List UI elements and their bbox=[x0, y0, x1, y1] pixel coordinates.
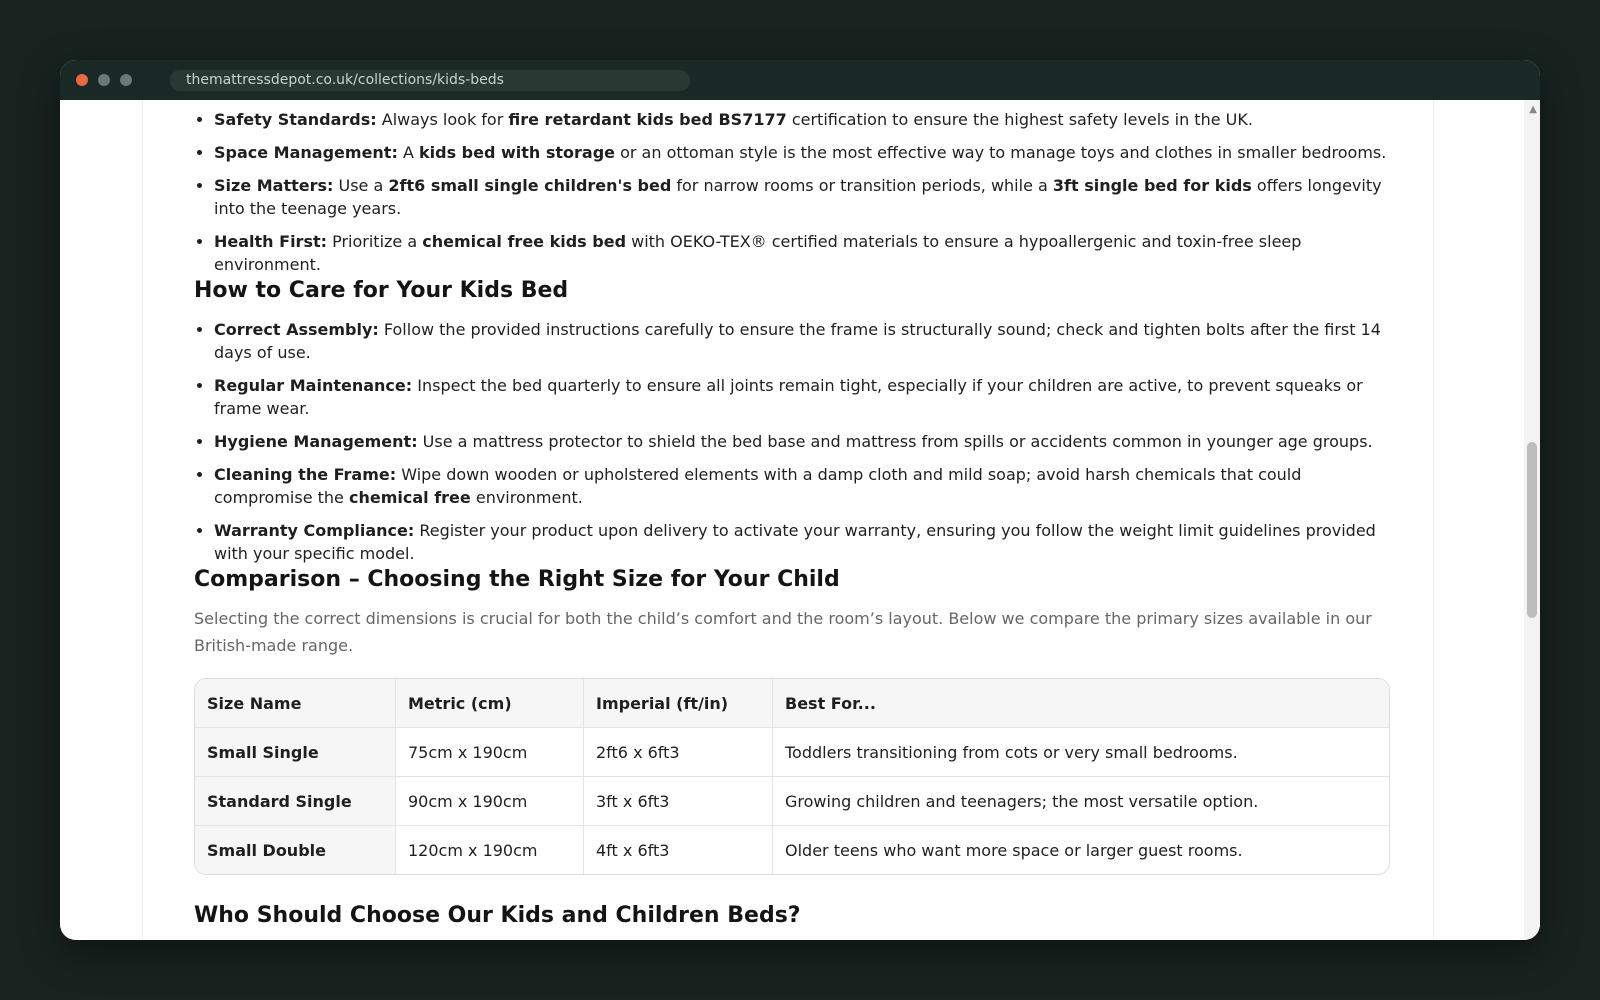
text-run: certification to ensure the highest safety levels in the UK. bbox=[786, 110, 1253, 129]
column-header: Size Name bbox=[195, 679, 396, 728]
bold-text: fire retardant kids bed BS7177 bbox=[508, 110, 787, 129]
bold-text: Space Management: bbox=[214, 143, 398, 162]
bold-text: 3ft single bed for kids bbox=[1052, 176, 1252, 195]
text-run: Register your product upon delivery to activate your warranty, ensuring you follow the weight limit guidelines provided with your specific model. bbox=[214, 521, 1376, 563]
table-cell: Standard Single bbox=[195, 777, 396, 826]
bold-text: Regular Maintenance: bbox=[214, 376, 413, 395]
table-cell: 120cm x 190cm bbox=[396, 826, 584, 875]
table-cell: 3ft x 6ft3 bbox=[584, 777, 773, 826]
text-run: Wipe down wooden or upholstered elements with a damp cloth and mild soap; avoid harsh chemicals that could compromise the bbox=[214, 465, 1302, 507]
bold-text: 2ft6 small single children's bed bbox=[388, 176, 672, 195]
table-cell: Small Single bbox=[195, 728, 396, 777]
text-run: Use a bbox=[333, 176, 389, 195]
list-item bbox=[214, 174, 1394, 220]
table-row bbox=[195, 728, 1389, 777]
table-cell: Small Double bbox=[195, 826, 396, 875]
table-cell: 4ft x 6ft3 bbox=[584, 826, 773, 875]
list-item bbox=[214, 230, 1394, 276]
care-list bbox=[194, 318, 1394, 575]
buying-tips-list bbox=[194, 108, 1394, 286]
list-item bbox=[214, 108, 1394, 131]
text-run: Follow the provided instructions carefully to ensure the frame is structurally sound; check and tighten bolts after the first 14 days of use. bbox=[214, 320, 1381, 362]
bold-text: Correct Assembly: bbox=[214, 320, 379, 339]
bold-text: chemical free kids bed bbox=[422, 232, 627, 251]
scroll-up-arrow-icon[interactable]: ▲ bbox=[1529, 104, 1537, 115]
table-row bbox=[195, 777, 1389, 826]
table-row bbox=[195, 826, 1389, 875]
text-run: Prioritize a bbox=[327, 232, 423, 251]
text-run: with OEKO-TEX® certified materials to ensure a hypoallergenic and toxin-free sleep environment. bbox=[214, 232, 1302, 274]
minimize-window-button[interactable] bbox=[98, 74, 110, 86]
page-viewport bbox=[60, 100, 1540, 940]
bold-text: Safety Standards: bbox=[214, 110, 377, 129]
table-cell: 75cm x 190cm bbox=[396, 728, 584, 777]
close-window-button[interactable] bbox=[76, 74, 88, 86]
bold-text: Health First: bbox=[214, 232, 328, 251]
size-comparison-table bbox=[194, 678, 1390, 875]
bold-text: Cleaning the Frame: bbox=[214, 465, 397, 484]
comparison-heading: Comparison – Choosing the Right Size for Your Child bbox=[194, 567, 840, 592]
table-cell: Toddlers transitioning from cots or very small bedrooms. bbox=[773, 728, 1390, 777]
maximize-window-button[interactable] bbox=[120, 74, 132, 86]
text-run: environment. bbox=[470, 488, 583, 507]
text-run: Use a mattress protector to shield the bed base and mattress from spills or accidents common in younger age groups. bbox=[417, 432, 1373, 451]
text-run: or an ottoman style is the most effective way to manage toys and clothes in smaller bedrooms. bbox=[615, 143, 1387, 162]
text-run: for narrow rooms or transition periods, while a bbox=[671, 176, 1053, 195]
text-run: offers longevity into the teenage years. bbox=[214, 176, 1382, 218]
text-run: Inspect the bed quarterly to ensure all joints remain tight, especially if your children are active, to prevent squeaks or frame wear. bbox=[214, 376, 1363, 418]
column-header: Best For... bbox=[773, 679, 1390, 728]
text-run: A bbox=[397, 143, 419, 162]
list-item bbox=[214, 141, 1394, 164]
vertical-scrollbar[interactable] bbox=[1524, 100, 1540, 940]
address-bar[interactable]: themattressdepot.co.uk/collections/kids-beds bbox=[170, 70, 690, 91]
table-cell: 90cm x 190cm bbox=[396, 777, 584, 826]
table-cell: Growing children and teenagers; the most versatile option. bbox=[773, 777, 1390, 826]
care-heading: How to Care for Your Kids Bed bbox=[194, 278, 569, 303]
table-cell: Older teens who want more space or larger guest rooms. bbox=[785, 840, 1243, 860]
list-item bbox=[214, 374, 1394, 420]
browser-titlebar bbox=[60, 60, 1540, 100]
next-section-heading: Who Should Choose Our Kids and Children Beds? bbox=[194, 903, 801, 928]
list-item bbox=[214, 430, 1394, 453]
bold-text: Warranty Compliance: bbox=[214, 521, 415, 540]
text-run: Always look for bbox=[376, 110, 509, 129]
scrollbar-thumb[interactable] bbox=[1527, 442, 1537, 618]
bold-text: Hygiene Management: bbox=[214, 432, 418, 451]
list-item bbox=[214, 318, 1394, 364]
bold-text: Size Matters: bbox=[214, 176, 334, 195]
column-header: Metric (cm) bbox=[396, 679, 584, 728]
table-cell: 2ft6 x 6ft3 bbox=[584, 728, 773, 777]
table-header-row bbox=[195, 679, 1389, 728]
browser-window bbox=[60, 60, 1540, 940]
column-header: Imperial (ft/in) bbox=[584, 679, 773, 728]
list-item bbox=[214, 463, 1394, 509]
list-item bbox=[214, 519, 1394, 565]
bold-text: kids bed with storage bbox=[418, 143, 616, 162]
comparison-intro: Selecting the correct dimensions is crucial for both the child’s comfort and the room’s layout. Below we compare the primary sizes available in our British-made range. bbox=[194, 609, 1372, 655]
bold-text: chemical free bbox=[348, 488, 471, 507]
